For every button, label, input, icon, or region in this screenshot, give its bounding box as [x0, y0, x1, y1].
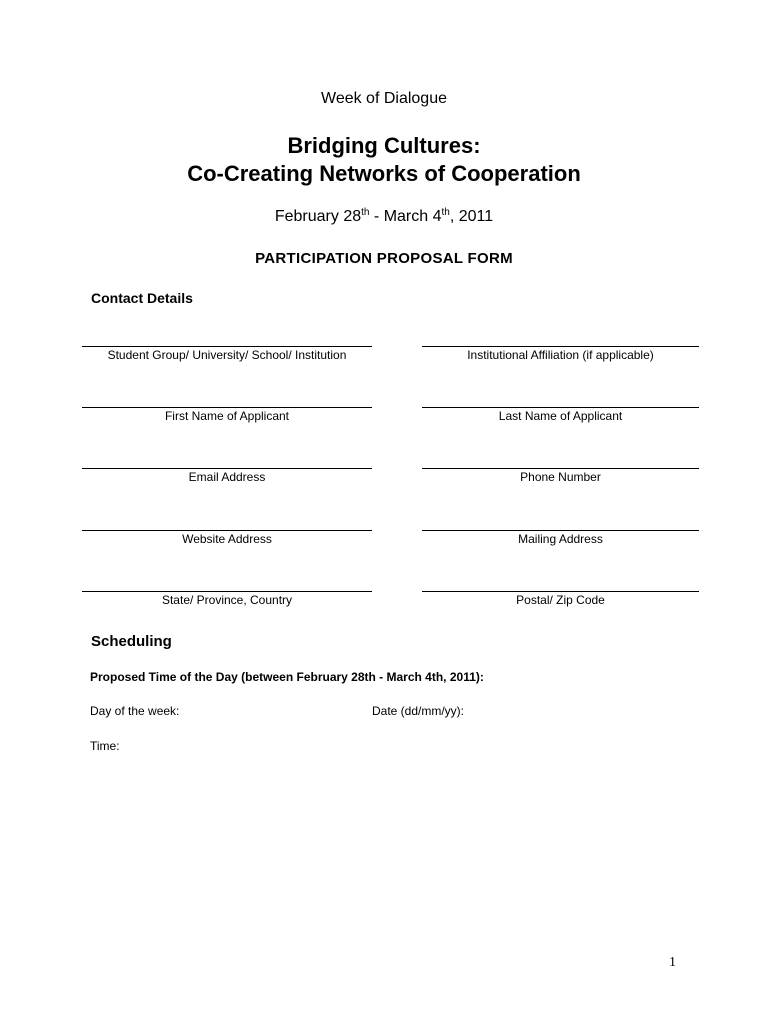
input-line[interactable]: [422, 468, 699, 469]
field-label: Website Address: [182, 532, 272, 546]
date-year: , 2011: [449, 208, 494, 225]
field-mailing-address[interactable]: [422, 530, 699, 546]
field-label: Postal/ Zip Code: [516, 593, 605, 607]
input-line[interactable]: [422, 530, 699, 531]
field-label: State/ Province, Country: [161, 593, 293, 607]
proposed-time-label: Proposed Time of the Day (between February 28th - March 4th, 2011):: [90, 670, 484, 684]
field-affiliation[interactable]: [422, 346, 699, 362]
contact-details-heading: Contact Details: [91, 290, 193, 306]
field-email[interactable]: [82, 468, 372, 484]
input-line[interactable]: [82, 407, 372, 408]
input-line[interactable]: [82, 530, 372, 531]
field-label: First Name of Applicant: [164, 409, 290, 423]
input-line[interactable]: [422, 346, 699, 347]
title-line-2: Co-Creating Networks of Cooperation: [187, 161, 581, 186]
field-label: Institutional Affiliation (if applicable): [467, 348, 654, 362]
date-end-suffix: th: [441, 207, 450, 218]
field-first-name[interactable]: [82, 407, 372, 423]
day-of-week-label: Day of the week:: [90, 704, 180, 718]
field-institution[interactable]: [82, 346, 372, 362]
date-label: Date (dd/mm/yy):: [372, 704, 465, 718]
date-start: February 28: [274, 208, 362, 225]
field-postal-code[interactable]: [422, 591, 699, 607]
field-label: Phone Number: [520, 470, 601, 484]
form-title: PARTICIPATION PROPOSAL FORM: [255, 250, 513, 267]
time-label: Time:: [90, 739, 120, 753]
event-subtitle: Week of Dialogue: [321, 90, 447, 107]
date-start-suffix: th: [361, 207, 370, 218]
scheduling-heading: Scheduling: [91, 633, 172, 650]
field-label: Student Group/ University/ School/ Institution: [107, 348, 347, 362]
field-website[interactable]: [82, 530, 372, 546]
field-label: Last Name of Applicant: [498, 409, 623, 423]
title-line-1: Bridging Cultures:: [287, 133, 481, 158]
field-label: Mailing Address: [518, 532, 603, 546]
input-line[interactable]: [422, 591, 699, 592]
input-line[interactable]: [422, 407, 699, 408]
field-phone[interactable]: [422, 468, 699, 484]
page-number: 1: [669, 955, 676, 970]
date-middle: - March 4: [369, 208, 442, 225]
field-label: Email Address: [188, 470, 266, 484]
input-line[interactable]: [82, 346, 372, 347]
field-last-name[interactable]: [422, 407, 699, 423]
field-state-country[interactable]: [82, 591, 372, 607]
input-line[interactable]: [82, 468, 372, 469]
event-dates: [0, 208, 768, 226]
input-line[interactable]: [82, 591, 372, 592]
